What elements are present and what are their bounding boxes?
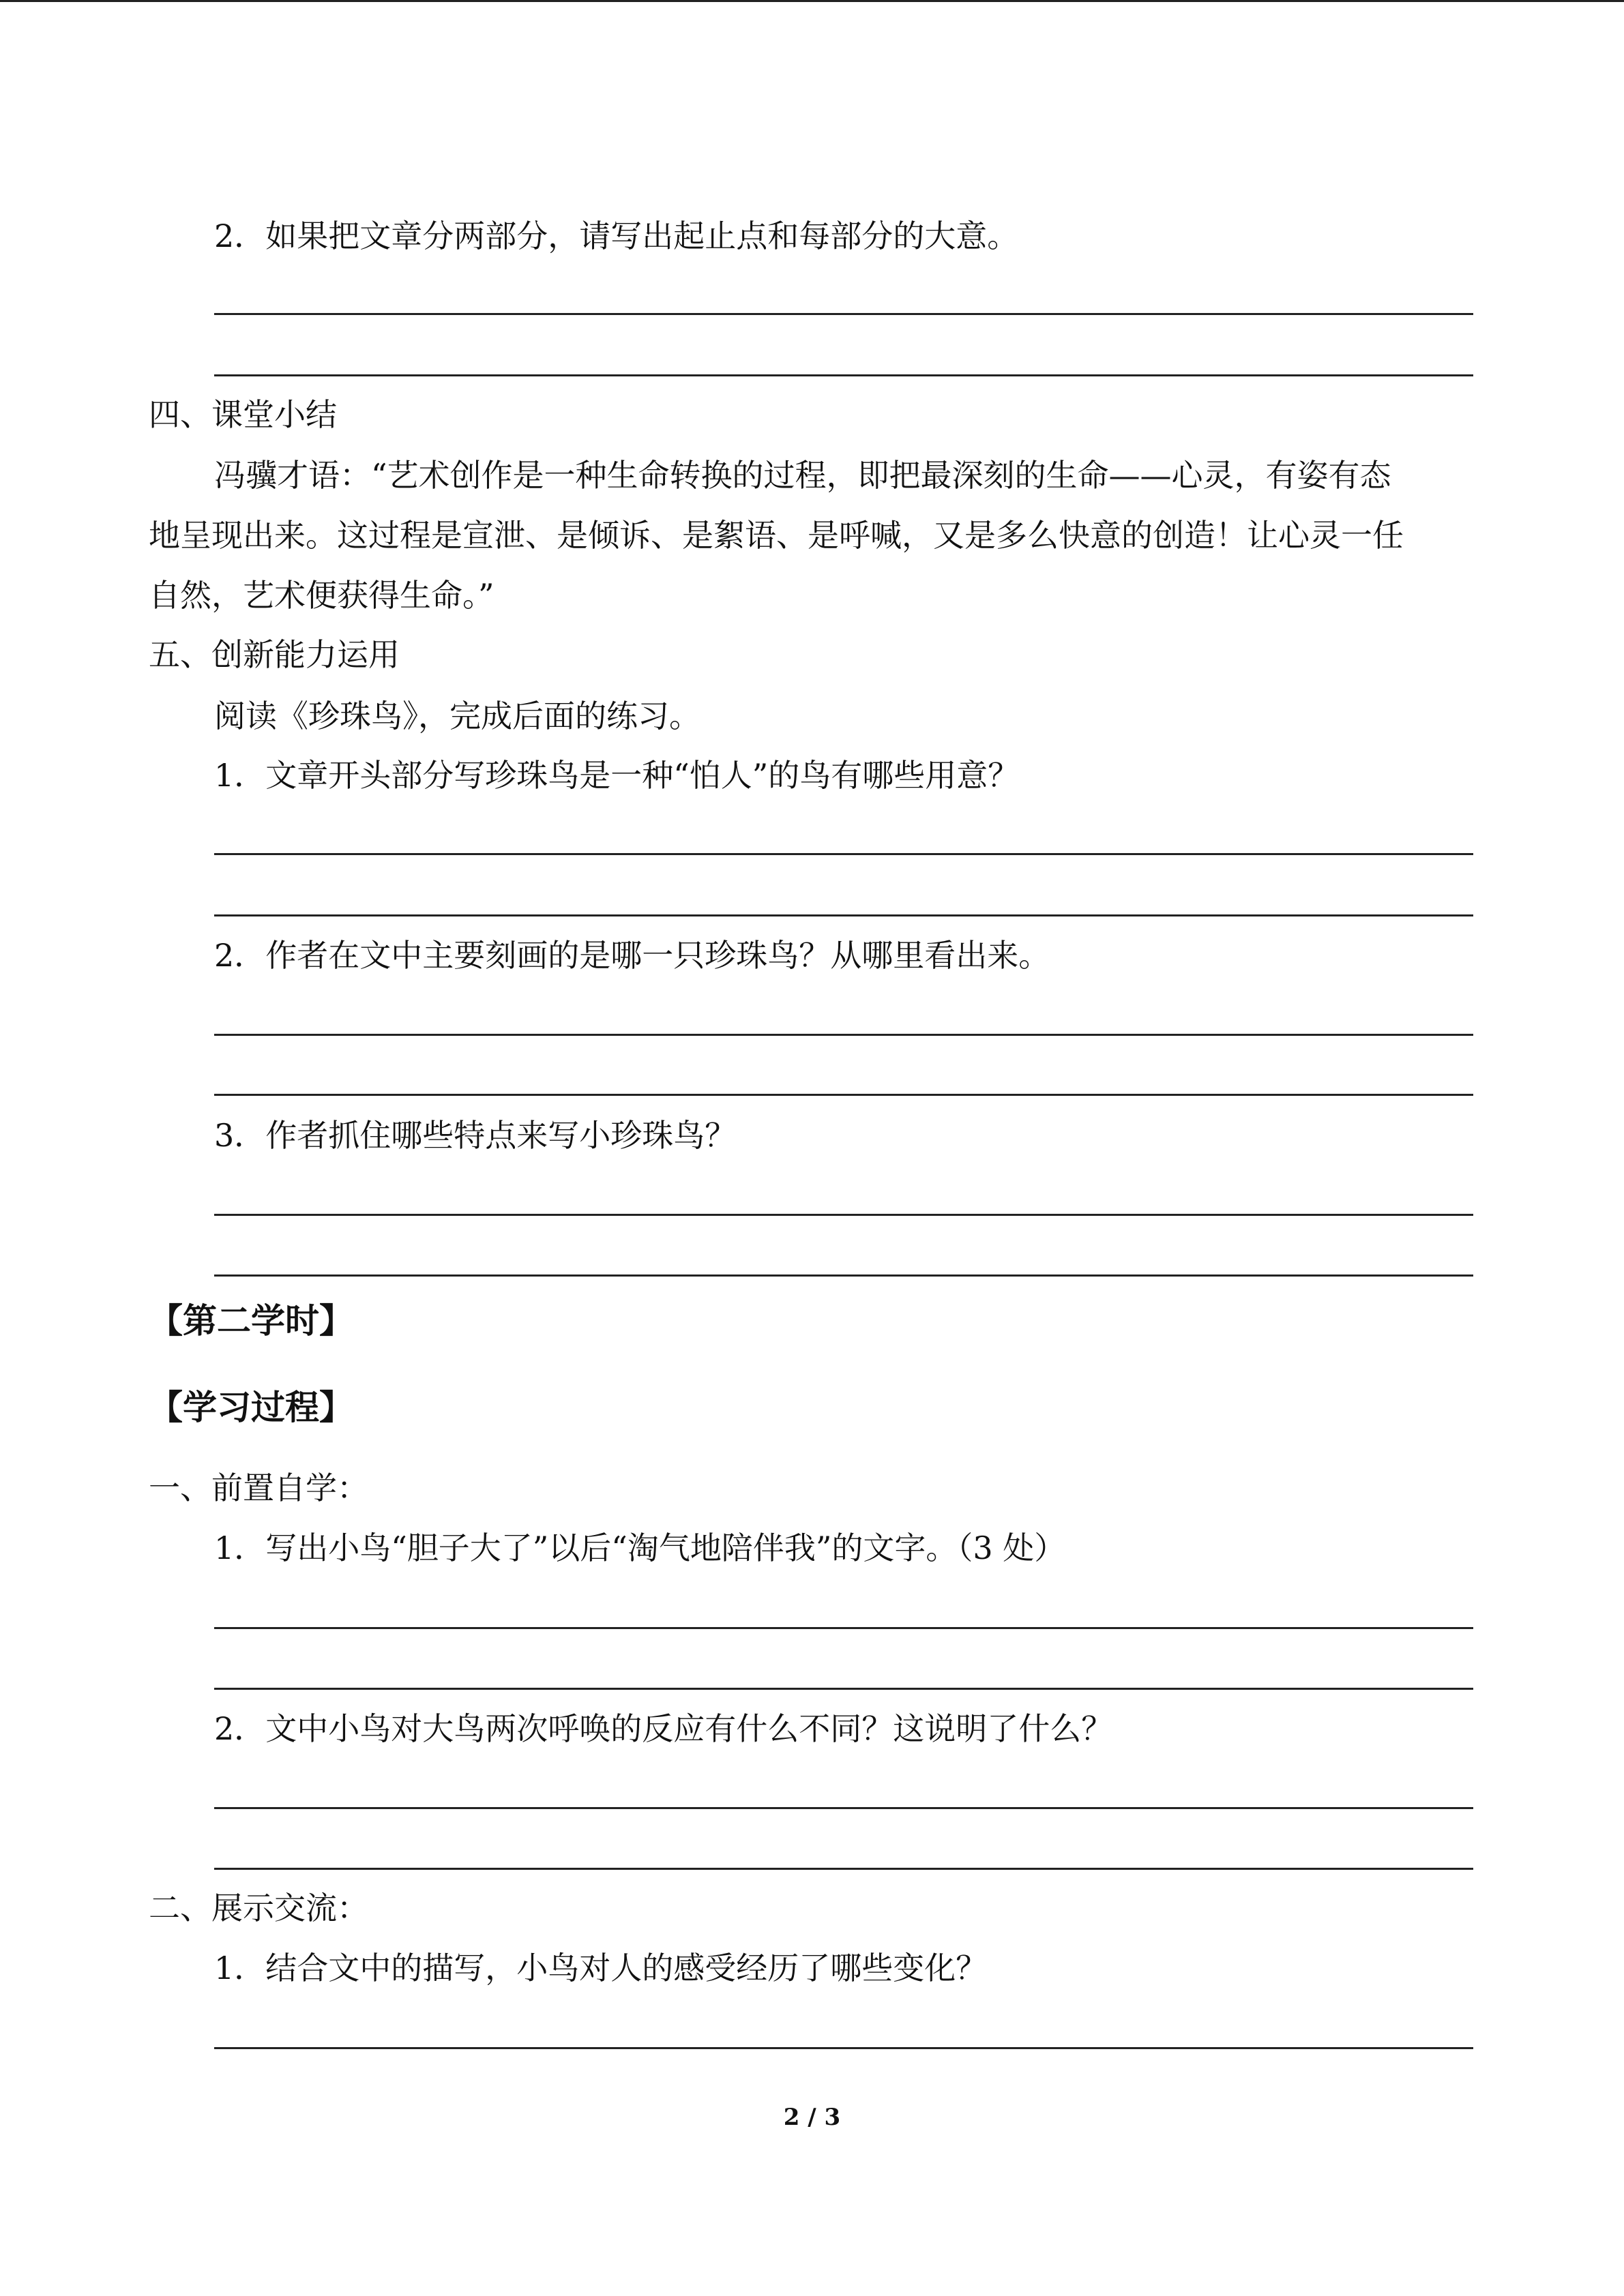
answer-line[interactable] [214, 1688, 1473, 1690]
section-title: 四、课堂小结 [149, 396, 337, 433]
answer-line[interactable] [214, 374, 1473, 376]
answer-line[interactable] [214, 1214, 1473, 1216]
answer-line[interactable] [214, 1034, 1473, 1036]
question-text: 2．如果把文章分两部分，请写出起止点和每部分的大意。 [214, 218, 1019, 254]
page-top-border [0, 0, 1624, 2]
question-text: 1．文章开头部分写珍珠鸟是一种“怕人”的鸟有哪些用意？ [214, 757, 1020, 794]
answer-line[interactable] [214, 313, 1473, 315]
question-text: 2．作者在文中主要刻画的是哪一只珍珠鸟？从哪里看出来。 [214, 937, 1050, 974]
question-text: 1．结合文中的描写，小鸟对人的感受经历了哪些变化？ [214, 1950, 988, 1986]
lesson-heading: 【学习过程】 [149, 1387, 353, 1427]
question-text: 3．作者抓住哪些特点来写小珍珠鸟？ [214, 1117, 737, 1154]
section-title: 一、前置自学： [149, 1470, 368, 1506]
answer-line[interactable] [214, 1868, 1473, 1870]
quote-text: 自然，艺术便获得生命。” [149, 577, 494, 614]
lesson-heading: 【第二学时】 [149, 1300, 353, 1341]
answer-line[interactable] [214, 1094, 1473, 1096]
quote-text: 地呈现出来。这过程是宣泄、是倾诉、是絮语、是呼喊，又是多么快意的创造！让心灵一任 [149, 517, 1404, 554]
section-title: 五、创新能力运用 [149, 636, 400, 673]
question-text: 1．写出小鸟“胆子大了”以后“淘气地陪伴我”的文字。（3 处） [214, 1530, 1066, 1566]
answer-line[interactable] [214, 1627, 1473, 1629]
section-title: 二、展示交流： [149, 1890, 368, 1926]
answer-line[interactable] [214, 1274, 1473, 1277]
answer-line[interactable] [214, 2047, 1473, 2049]
instruction-text: 阅读《珍珠鸟》，完成后面的练习。 [214, 698, 700, 734]
answer-line[interactable] [214, 853, 1473, 855]
answer-line[interactable] [214, 1807, 1473, 1809]
page-number: 2 / 3 [783, 2104, 841, 2131]
question-text: 2．文中小鸟对大鸟两次呼唤的反应有什么不同？这说明了什么？ [214, 1710, 1113, 1747]
answer-line[interactable] [214, 914, 1473, 916]
quote-text: 冯骥才语：“艺术创作是一种生命转换的过程，即把最深刻的生命——心灵，有姿有态 [214, 457, 1391, 494]
